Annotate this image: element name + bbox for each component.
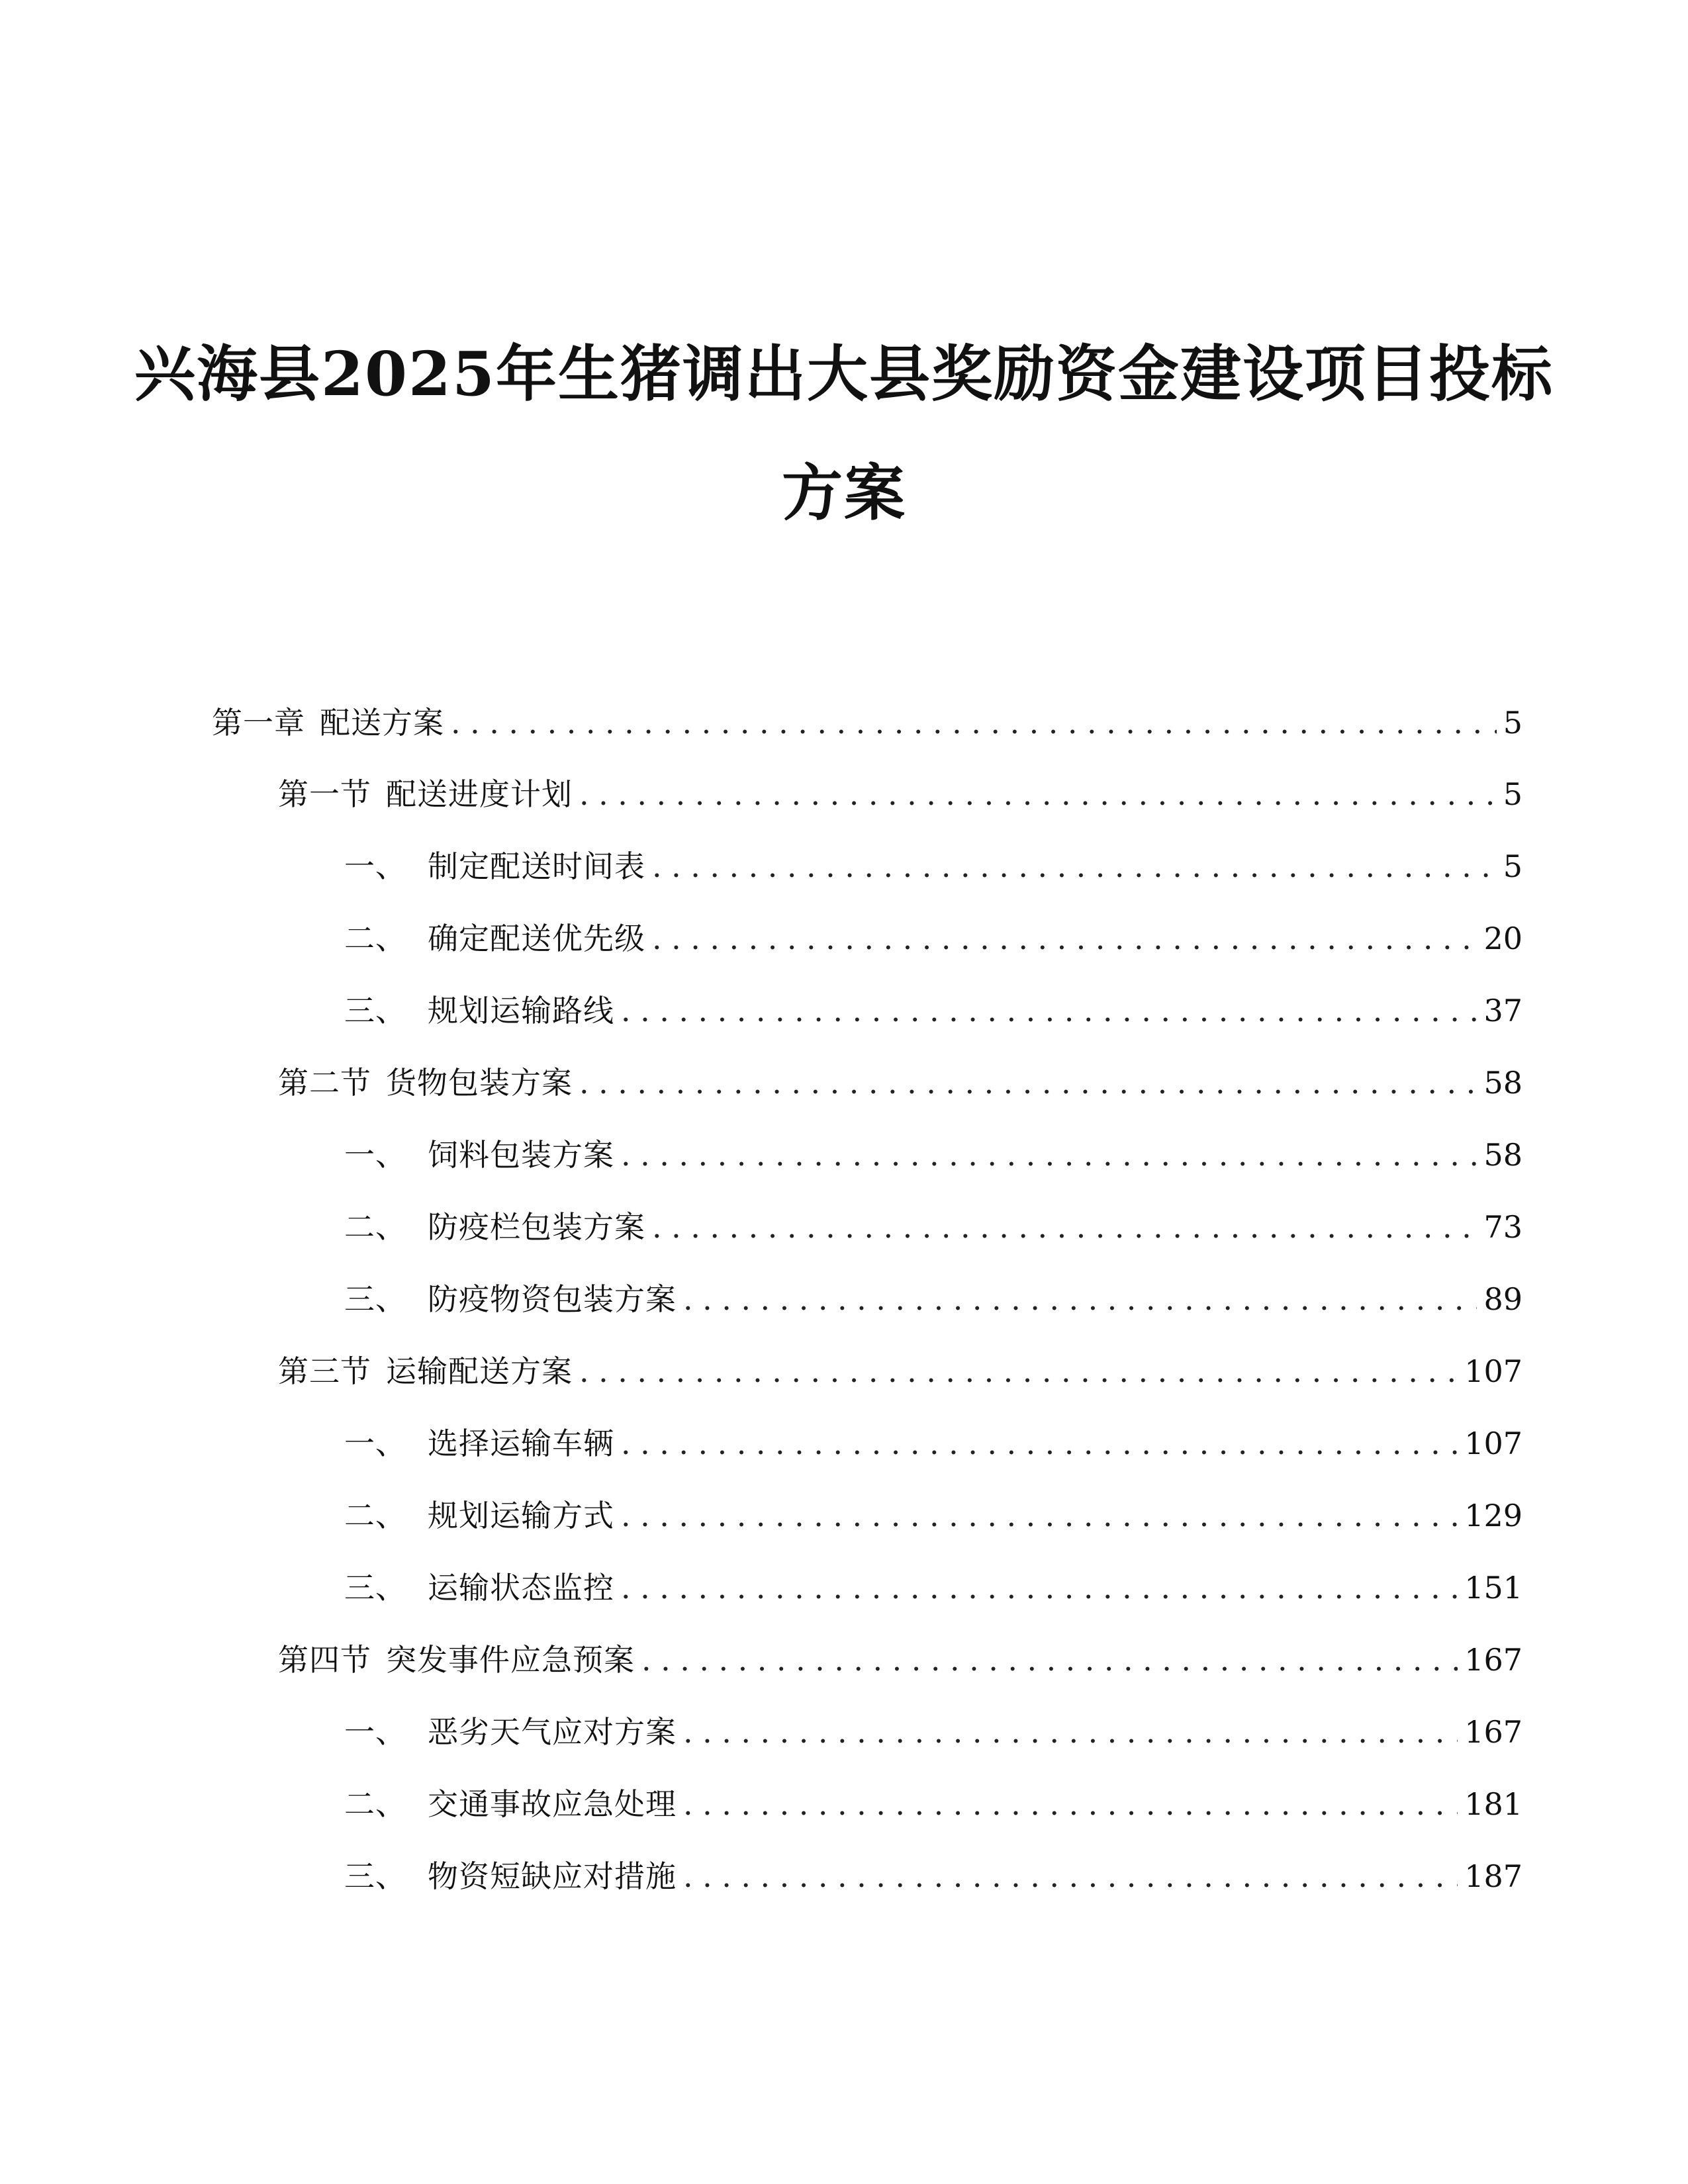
toc-leader-dots	[579, 1056, 1477, 1109]
toc-leader-dots	[652, 1201, 1477, 1253]
toc-entry-label	[344, 1561, 614, 1614]
toc-entry[interactable]	[278, 1345, 1523, 1398]
toc-entry[interactable]	[278, 1633, 1523, 1686]
toc-entry-page: 181	[1464, 1786, 1523, 1822]
toc-entry-page: 5	[1503, 848, 1523, 884]
toc-entry-page: 20	[1483, 921, 1523, 956]
toc-entry-title: 物资短缺应对措施	[428, 1858, 677, 1894]
toc-entry-number: 二、	[344, 921, 406, 956]
toc-entry-number: 三、	[344, 1281, 406, 1317]
toc-leader-dots	[451, 696, 1497, 749]
toc-entry-label	[212, 696, 444, 749]
toc-entry-label	[344, 1850, 677, 1903]
toc-entry-title: 防疫物资包装方案	[428, 1281, 677, 1317]
toc-entry-number: 二、	[344, 1786, 406, 1822]
toc-entry-title: 配送进度计划	[386, 776, 573, 812]
toc-entry-number: 第三节	[278, 1353, 371, 1389]
toc-entry-title: 饲料包装方案	[428, 1137, 614, 1173]
toc-entry[interactable]	[344, 984, 1523, 1037]
document-title-line-2: 方案	[781, 457, 906, 529]
toc-entry[interactable]	[344, 1561, 1523, 1614]
toc-entry-number: 三、	[344, 1570, 406, 1606]
toc-entry-number: 二、	[344, 1209, 406, 1245]
toc-entry-number: 第一节	[278, 776, 371, 812]
toc-entry[interactable]	[344, 1850, 1523, 1903]
toc-entry[interactable]	[344, 1273, 1523, 1326]
toc-entry-page: 73	[1483, 1209, 1523, 1245]
toc-leader-dots	[683, 1706, 1458, 1758]
toc-entry[interactable]	[344, 840, 1523, 893]
toc-entry-label	[344, 1128, 614, 1181]
toc-entry-label	[278, 768, 573, 821]
toc-entry-title: 配送方案	[320, 705, 444, 741]
toc-entry-number: 一、	[344, 1426, 406, 1461]
toc-entry-title: 防疫栏包装方案	[428, 1209, 645, 1245]
document-title-line-1: 兴海县2025年生猪调出大县奖励资金建设项目投标	[134, 338, 1554, 410]
toc-entry[interactable]	[344, 1489, 1523, 1542]
toc-entry-number: 三、	[344, 993, 406, 1028]
toc-leader-dots	[621, 1417, 1458, 1470]
toc-entry-number: 一、	[344, 1137, 406, 1173]
toc-leader-dots	[683, 1273, 1477, 1326]
toc-entry-page: 58	[1483, 1065, 1523, 1101]
toc-entry[interactable]	[344, 1778, 1523, 1831]
toc-entry-label	[344, 1417, 614, 1470]
toc-entry-title: 选择运输车辆	[428, 1426, 614, 1461]
toc-entry-title: 规划运输路线	[428, 993, 614, 1028]
toc-entry-page: 187	[1464, 1858, 1523, 1894]
toc-entry-title: 突发事件应急预案	[386, 1642, 635, 1678]
toc-entry[interactable]	[278, 768, 1523, 821]
toc-leader-dots	[621, 984, 1477, 1037]
toc-leader-dots	[621, 1128, 1477, 1181]
toc-entry-page: 37	[1483, 993, 1523, 1028]
toc-leader-dots	[579, 768, 1497, 821]
toc-entry-page: 167	[1464, 1642, 1523, 1678]
toc-entry-label	[278, 1345, 573, 1398]
toc-entry-number: 二、	[344, 1498, 406, 1533]
toc-entry[interactable]	[344, 1706, 1523, 1758]
toc-entry-page: 151	[1464, 1570, 1523, 1606]
toc-entry-page: 58	[1483, 1137, 1523, 1173]
toc-entry-label	[344, 840, 645, 893]
toc-leader-dots	[652, 840, 1497, 893]
toc-entry-title: 运输配送方案	[386, 1353, 573, 1389]
toc-entry-label	[278, 1633, 635, 1686]
toc-leader-dots	[621, 1489, 1458, 1542]
toc-leader-dots	[621, 1561, 1458, 1614]
toc-entry-number: 三、	[344, 1858, 406, 1894]
toc-entry-title: 恶劣天气应对方案	[428, 1714, 677, 1750]
toc-entry-page: 89	[1483, 1281, 1523, 1317]
toc-leader-dots	[579, 1345, 1458, 1398]
toc-entry-page: 5	[1503, 705, 1523, 741]
toc-leader-dots	[683, 1778, 1458, 1831]
toc-entry[interactable]	[278, 1056, 1523, 1109]
toc-entry-title: 规划运输方式	[428, 1498, 614, 1533]
toc-entry-label	[278, 1056, 573, 1109]
toc-entry[interactable]	[344, 1201, 1523, 1253]
toc-leader-dots	[683, 1850, 1458, 1903]
toc-entry-title: 运输状态监控	[428, 1570, 614, 1606]
toc-entry-number: 第四节	[278, 1642, 371, 1678]
toc-entry-title: 确定配送优先级	[428, 921, 645, 956]
toc-entry-title: 制定配送时间表	[428, 848, 645, 884]
toc-entry-page: 107	[1464, 1426, 1523, 1461]
toc-entry-label	[344, 1273, 677, 1326]
toc-entry-label	[344, 1706, 677, 1758]
toc-entry-label	[344, 912, 645, 965]
toc-entry-label	[344, 1489, 614, 1542]
toc-leader-dots	[641, 1633, 1458, 1686]
toc-entry-page: 167	[1464, 1714, 1523, 1750]
toc-entry-page: 5	[1503, 776, 1523, 812]
toc-leader-dots	[652, 912, 1477, 965]
toc-entry-title: 交通事故应急处理	[428, 1786, 677, 1822]
toc-entry-number: 第一章	[212, 705, 305, 741]
toc-entry-number: 一、	[344, 848, 406, 884]
toc-entry[interactable]	[212, 696, 1523, 749]
toc-entry-page: 129	[1464, 1498, 1523, 1533]
toc-entry[interactable]	[344, 1128, 1523, 1181]
toc-entry-label	[344, 984, 614, 1037]
toc-entry[interactable]	[344, 912, 1523, 965]
toc-entry[interactable]	[344, 1417, 1523, 1470]
toc-entry-page: 107	[1464, 1353, 1523, 1389]
toc-entry-number: 第二节	[278, 1065, 371, 1101]
toc-entry-number: 一、	[344, 1714, 406, 1750]
toc-entry-title: 货物包装方案	[386, 1065, 573, 1101]
toc-entry-label	[344, 1778, 677, 1831]
toc-entry-label	[344, 1201, 645, 1253]
